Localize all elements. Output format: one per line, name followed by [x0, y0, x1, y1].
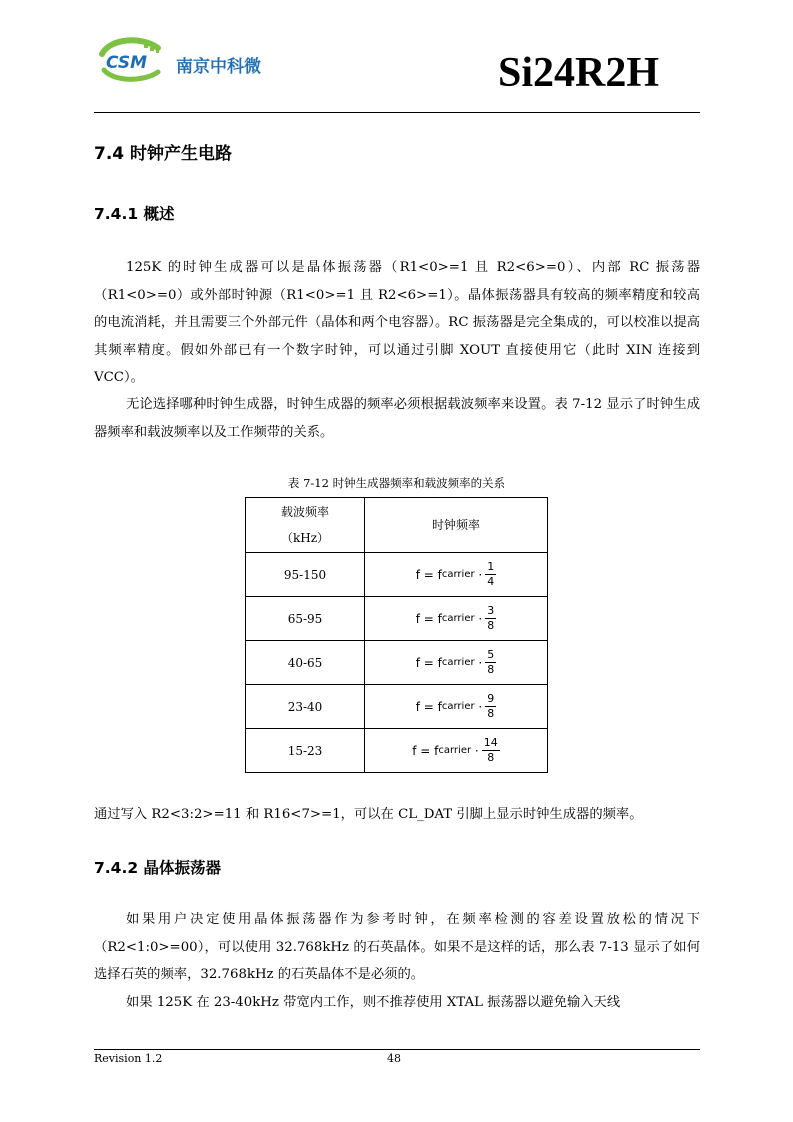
formula-subscript: carrier: [438, 745, 472, 756]
formula-cell: [365, 685, 548, 729]
fraction: [485, 648, 496, 677]
table-header-row: [246, 498, 548, 553]
formula-lhs: f = f: [415, 699, 442, 714]
product-name: Si24R2H: [497, 50, 659, 96]
formula-dot: ·: [478, 611, 483, 626]
clock-formula: [416, 648, 497, 677]
table-row: [246, 729, 548, 773]
fraction: [482, 736, 500, 765]
fraction-denominator: 4: [487, 575, 495, 588]
clock-formula: [416, 604, 497, 633]
band-cell: 15-23: [246, 729, 365, 773]
page-number: 48: [387, 1052, 401, 1065]
fraction: [485, 692, 496, 721]
formula-cell: [365, 641, 548, 685]
crystal-paragraph-2: 如果 125K 在 23-40kHz 带宽内工作，则不推荐使用 XTAL 振荡器以避免输入天线: [126, 995, 621, 1010]
fraction-denominator: 8: [487, 663, 495, 676]
fraction-denominator: 8: [487, 707, 495, 720]
table-row: [246, 597, 548, 641]
formula-subscript: carrier: [441, 613, 475, 624]
band-cell: 40-65: [246, 641, 365, 685]
fraction-numerator: 1: [487, 560, 495, 573]
clock-formula: [416, 560, 497, 589]
formula-subscript: carrier: [441, 657, 475, 668]
band-cell: 65-95: [246, 597, 365, 641]
formula-cell: [365, 729, 548, 773]
formula-dot: ·: [474, 743, 479, 758]
revision-label: Revision 1.2: [94, 1052, 163, 1065]
logo-mark: [96, 36, 306, 86]
formula-dot: ·: [478, 699, 483, 714]
frequency-table: [245, 497, 548, 773]
header-carrier-line2: （kHz）: [280, 531, 330, 545]
clock-formula: [416, 692, 497, 721]
formula-subscript: carrier: [441, 569, 475, 580]
fraction-numerator: 14: [483, 736, 498, 749]
subsection-title-overview: 7.4.1 概述: [94, 205, 175, 223]
fraction-denominator: 8: [487, 619, 495, 632]
band-cell: 23-40: [246, 685, 365, 729]
formula-lhs: f = f: [412, 743, 439, 758]
formula-lhs: f = f: [415, 611, 442, 626]
formula-dot: ·: [478, 567, 483, 582]
fraction-numerator: 5: [487, 648, 495, 661]
crystal-paragraph-1: 如果用户决定使用晶体振荡器作为参考时钟，在频率检测的容差设置放松的情况下（R2<1:0>=00），可以使用 32.768kHz 的石英晶体。如果不是这样的话，那么表 7-13 显示了如何选择石英的频率，32.768kHz 的石英晶体不是必须的。: [94, 912, 700, 982]
header-carrier-line1: 载波频率: [280, 505, 329, 519]
fraction: [485, 560, 496, 589]
clock-formula: [412, 736, 500, 765]
header-clock-frequency: 时钟频率: [365, 498, 548, 553]
formula-lhs: f = f: [415, 655, 442, 670]
fraction-denominator: 8: [487, 751, 495, 764]
section-title: 7.4 时钟产生电路: [94, 144, 233, 164]
overview-paragraph-2: 无论选择哪种时钟生成器，时钟生成器的频率必须根据载波频率来设置。表 7-12 显示了时钟生成器频率和载波频率以及工作频带的关系。: [94, 397, 700, 440]
table-caption: 表 7-12 时钟生成器频率和载波频率的关系: [287, 476, 506, 490]
company-name: 南京中科微: [176, 57, 261, 77]
fraction-numerator: 3: [487, 604, 495, 617]
formula-subscript: carrier: [441, 701, 475, 712]
header-divider: [94, 112, 700, 113]
overview-paragraph-1: 125K 的时钟生成器可以是晶体振荡器（R1<0>=1 且 R2<6>=0）、内部 RC 振荡器（R1<0>=0）或外部时钟源（R1<0>=1 且 R2<6>=1）。晶体振荡器具有较高的频率精度和较高的电流消耗，并且需要三个外部元件（晶体和两个电容器）。RC 振荡器是完全集成的，可以校准以提高其频率精度。假如外部已有一个数字时钟，可以通过引脚 XOUT 直接使用它（此时 XIN 连接到 VCC）。: [94, 260, 700, 385]
table-row: [246, 553, 548, 597]
company-logo: [96, 36, 306, 86]
table-row: [246, 641, 548, 685]
band-cell: 95-150: [246, 553, 365, 597]
fraction-numerator: 9: [487, 692, 495, 705]
subsection-title-crystal: 7.4.2 晶体振荡器: [94, 859, 222, 877]
formula-dot: ·: [478, 655, 483, 670]
table-row: [246, 685, 548, 729]
after-table-paragraph: 通过写入 R2<3:2>=11 和 R16<7>=1，可以在 CL_DAT 引脚上显示时钟生成器的频率。: [94, 807, 643, 822]
formula-lhs: f = f: [415, 567, 442, 582]
fraction: [485, 604, 496, 633]
header-carrier-frequency: [246, 498, 365, 553]
formula-cell: [365, 597, 548, 641]
footer-divider: [94, 1049, 700, 1050]
logo-text: CSM: [106, 53, 148, 73]
formula-cell: [365, 553, 548, 597]
